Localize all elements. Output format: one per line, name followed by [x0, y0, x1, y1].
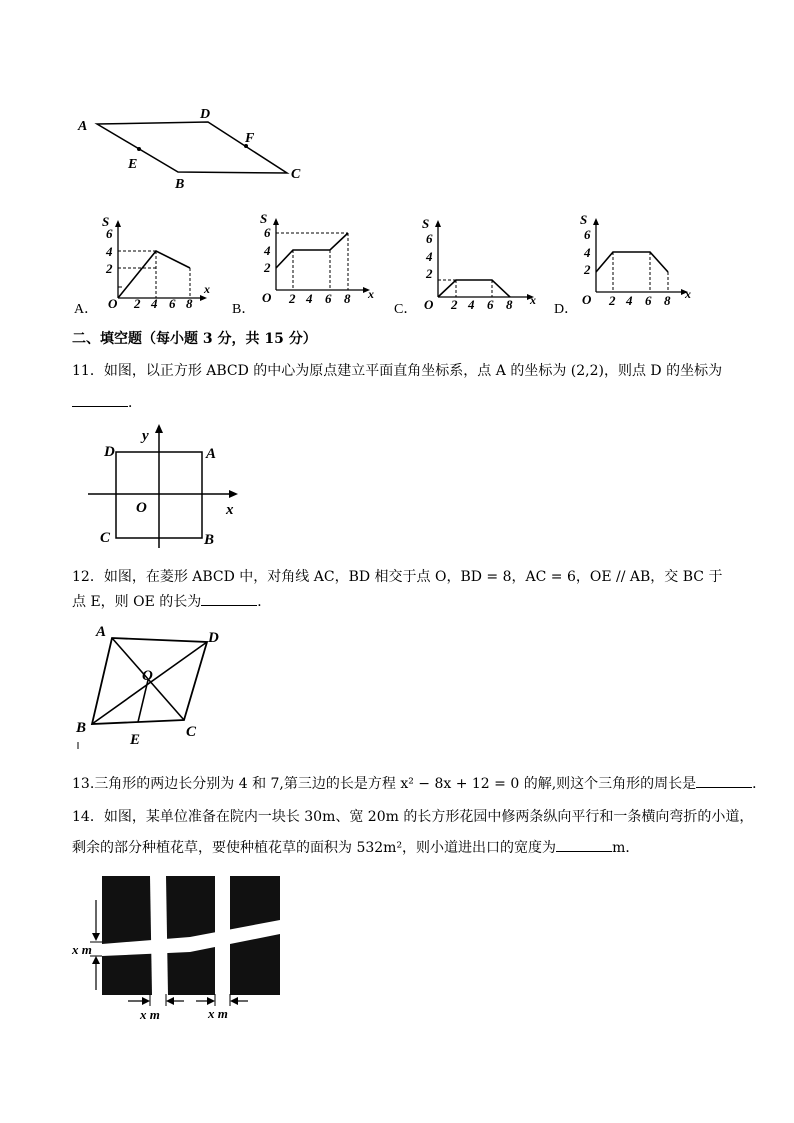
rhombus-figure — [72, 618, 232, 750]
svg-text:4: 4 — [584, 245, 591, 260]
svg-text:2: 2 — [134, 296, 141, 310]
svg-text:C: C — [186, 724, 197, 740]
svg-text:x m: x m — [72, 942, 92, 957]
svg-text:C: C — [100, 530, 111, 546]
svg-text:8: 8 — [186, 296, 193, 310]
svg-text:S: S — [580, 212, 588, 227]
svg-text:B: B — [204, 532, 215, 548]
question-11-answer: ． — [72, 392, 142, 414]
option-d-label: D． — [554, 302, 579, 317]
y-axis-label: S — [102, 214, 110, 229]
svg-text:A: A — [96, 624, 107, 640]
question-13: 13.三角形的两边长分别为 4 和 7,第三边的长是方程 x² − 8x + 12 = 0 的解,则这个三角形的周长是 ． — [72, 773, 766, 795]
svg-text:4: 4 — [151, 296, 158, 310]
svg-text:x: x — [685, 287, 691, 301]
answer-blank-14 — [556, 837, 612, 852]
question-14-line1: 14．如图，某单位准备在院内一块长 30m、宽 20m 的长方形花园中修两条纵向平行和一条横向弯折的小道， — [72, 809, 754, 825]
svg-text:O: O — [262, 290, 272, 305]
svg-text:2: 2 — [609, 293, 616, 308]
label-A: A — [78, 119, 88, 134]
svg-text:6: 6 — [106, 226, 113, 241]
svg-text:2: 2 — [584, 262, 591, 277]
question-12-line1: 12．如图，在菱形 ABCD 中，对角线 AC，BD 相交于点 O，BD = 8，AC = 6，OE // AB，交 BC 于 — [72, 569, 723, 585]
svg-text:2: 2 — [426, 266, 433, 281]
garden-figure — [70, 872, 285, 1024]
svg-text:4: 4 — [468, 297, 475, 312]
label-F: F — [245, 131, 255, 146]
svg-text:O: O — [142, 668, 153, 684]
svg-text:D: D — [104, 444, 115, 460]
square-axes-figure — [88, 422, 248, 550]
svg-text:y: y — [142, 428, 149, 444]
svg-text:6: 6 — [645, 293, 652, 308]
svg-text:O: O — [582, 292, 592, 307]
graph-option-d — [578, 210, 696, 310]
parallelogram-figure — [70, 100, 320, 195]
svg-text:x: x — [368, 287, 374, 301]
graph-option-a — [100, 210, 215, 310]
svg-text:8: 8 — [664, 293, 671, 308]
section-title: 二、填空题（每小题 3 分，共 15 分） — [72, 331, 317, 347]
svg-text:2: 2 — [451, 297, 458, 312]
svg-text:2: 2 — [264, 260, 271, 275]
answer-blank-11 — [72, 392, 128, 407]
svg-text:2: 2 — [106, 261, 113, 276]
svg-text:x: x — [204, 282, 210, 296]
answer-blank-13 — [696, 773, 752, 788]
svg-text:4: 4 — [626, 293, 633, 308]
svg-text:6: 6 — [487, 297, 494, 312]
svg-text:6: 6 — [325, 291, 332, 306]
svg-text:B: B — [76, 720, 87, 736]
svg-text:6: 6 — [169, 296, 176, 310]
svg-text:x: x — [530, 293, 536, 307]
svg-text:4: 4 — [264, 243, 271, 258]
svg-text:O: O — [424, 297, 434, 312]
question-14-line2: 剩余的部分种植花草，要使种植花草的面积为 532m²，则小道进出口的宽度为 m． — [72, 837, 639, 859]
svg-text:4: 4 — [306, 291, 313, 306]
svg-text:8: 8 — [506, 297, 513, 312]
svg-text:A: A — [206, 446, 217, 462]
option-a-label: A． — [74, 302, 99, 317]
label-E: E — [128, 157, 138, 172]
answer-blank-12 — [201, 591, 257, 606]
label-C: C — [291, 167, 301, 182]
question-12-line2: 点 E，则 OE 的长为 ． — [72, 591, 271, 613]
svg-text:S: S — [422, 216, 430, 231]
label-B: B — [175, 177, 185, 192]
svg-text:2: 2 — [289, 291, 296, 306]
svg-text:O: O — [136, 500, 147, 516]
svg-text:8: 8 — [344, 291, 351, 306]
svg-text:4: 4 — [106, 244, 113, 259]
option-c-label: C． — [394, 302, 418, 317]
svg-text:6: 6 — [264, 225, 271, 240]
svg-text:x m: x m — [208, 1006, 228, 1021]
svg-text:E: E — [130, 732, 141, 748]
graph-option-c — [420, 212, 542, 312]
option-b-label: B． — [232, 302, 256, 317]
svg-text:6: 6 — [426, 231, 433, 246]
question-11: 11．如图，以正方形 ABCD 的中心为原点建立平面直角坐标系，点 A 的坐标为 (2,2)，则点 D 的坐标为 — [72, 363, 723, 379]
svg-text:D: D — [208, 630, 219, 646]
svg-text:S: S — [260, 211, 268, 226]
svg-text:x: x — [226, 502, 234, 518]
svg-text:4: 4 — [426, 249, 433, 264]
graph-option-b — [258, 210, 380, 310]
label-D: D — [200, 107, 211, 122]
svg-text:x m: x m — [140, 1007, 160, 1022]
svg-text:O: O — [108, 296, 118, 310]
svg-text:6: 6 — [584, 227, 591, 242]
